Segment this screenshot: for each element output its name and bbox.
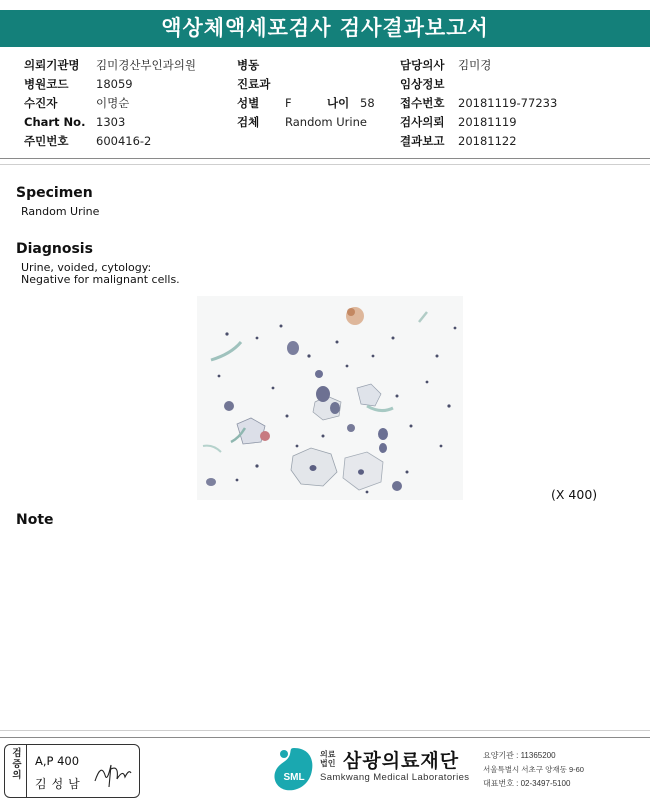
diagnosis-line-2: Negative for malignant cells. xyxy=(21,273,180,286)
resident-no-value: 600416-2 xyxy=(96,134,152,148)
contact-institution-code: 요양기관 : 11365200 xyxy=(483,751,556,760)
sex-value: F xyxy=(285,96,292,110)
magnification-label: (X 400) xyxy=(551,487,598,502)
diagnosis-heading: Diagnosis xyxy=(16,241,93,257)
chart-no-value: 1303 xyxy=(96,115,126,129)
request-date-value: 20181119 xyxy=(458,115,517,129)
specimen-heading: Specimen xyxy=(16,185,93,201)
logo-badge-text: SML xyxy=(283,772,305,783)
request-date-label: 검사의뢰 xyxy=(400,115,445,129)
diagnosis-line-1: Urine, voided, cytology: xyxy=(21,261,152,274)
patient-info-block xyxy=(0,47,650,157)
cytology-micrograph xyxy=(197,296,463,500)
logo-korean-name: 삼광의료재단 xyxy=(343,751,460,772)
hospital-code-value: 18059 xyxy=(96,77,133,91)
verification-box-divider xyxy=(26,745,27,797)
verifier-label: 검증의 xyxy=(12,748,22,781)
specimen-value: Random Urine xyxy=(285,115,367,129)
sml-logo-icon xyxy=(272,746,316,794)
hospital-code-label: 병원코드 xyxy=(24,77,69,91)
logo-english-name: Samkwang Medical Laboratories xyxy=(320,772,470,783)
pathologist-name: 김성남 xyxy=(35,777,85,791)
contact-phone: 대표번호 : 02-3497-5100 xyxy=(483,779,571,788)
micrograph-drawing xyxy=(197,296,463,500)
report-title: 액상체액세포검사 검사결과보고서 xyxy=(0,10,650,47)
institution-value: 김미경산부인과의원 xyxy=(96,58,196,72)
specimen-label: 검체 xyxy=(237,115,260,129)
patient-value: 이명순 xyxy=(96,96,130,110)
footer-divider-light xyxy=(0,730,650,731)
note-heading: Note xyxy=(16,512,54,528)
result-date-label: 결과보고 xyxy=(400,134,445,148)
resident-no-label: 주민번호 xyxy=(24,134,69,148)
doctor-label: 담당의사 xyxy=(400,58,445,72)
chart-no-label: Chart No. xyxy=(24,115,86,129)
doctor-value: 김미경 xyxy=(458,58,492,72)
contact-address: 서울특별시 서초구 양재동 9-60 xyxy=(483,765,584,774)
ward-label: 병동 xyxy=(237,58,260,72)
clinical-info-label: 임상정보 xyxy=(400,77,445,91)
age-label: 나이 xyxy=(327,96,350,110)
footer-divider xyxy=(0,737,650,738)
result-date-value: 20181122 xyxy=(458,134,517,148)
header-divider-light xyxy=(0,164,650,165)
receipt-no-value: 20181119-77233 xyxy=(458,96,558,110)
ap-code: A,P 400 xyxy=(35,754,80,768)
signature-image xyxy=(93,759,133,789)
receipt-no-label: 접수번호 xyxy=(400,96,445,110)
age-value: 58 xyxy=(360,96,375,110)
department-label: 진료과 xyxy=(237,77,271,91)
sex-label: 성별 xyxy=(237,96,260,110)
verification-box xyxy=(4,744,140,798)
patient-label: 수진자 xyxy=(24,96,58,110)
specimen-text: Random Urine xyxy=(21,205,100,218)
logo-corp-label: 의료 법인 xyxy=(320,750,336,768)
header-divider xyxy=(0,158,650,159)
institution-label: 의뢰기관명 xyxy=(24,58,80,72)
